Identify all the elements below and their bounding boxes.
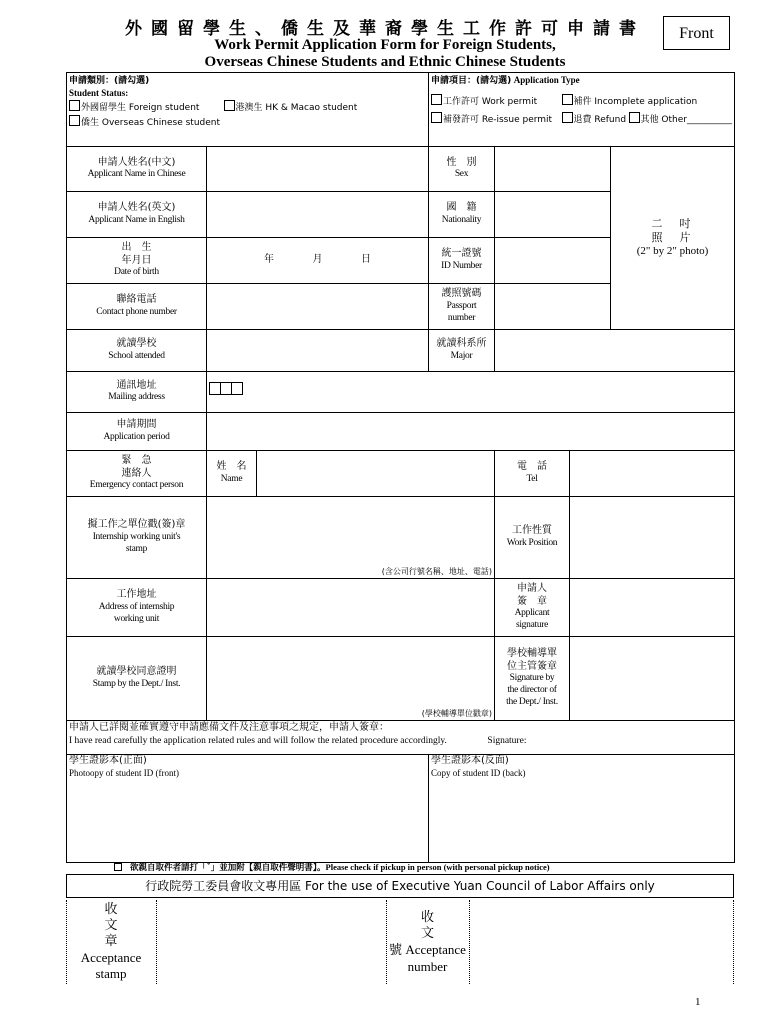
input-unit-address[interactable]: [207, 579, 495, 637]
label-director-signature: 學校輔導單 位主管簽章 Signature by the director of the Dept./ Inst.: [495, 637, 570, 721]
type-reissue-permit[interactable]: 補發許可 Re-issue permit: [431, 112, 559, 127]
input-sex[interactable]: [495, 147, 611, 192]
label-application-period: 申請期間 Application period: [67, 413, 207, 451]
photo-area[interactable]: 二 吋 照 片 (2" by 2" photo): [611, 147, 735, 330]
input-passport-number[interactable]: [495, 284, 611, 330]
input-director-signature[interactable]: [570, 637, 735, 721]
input-applicant-name-english[interactable]: [207, 192, 429, 238]
type-incomplete-application[interactable]: 補件 Incomplete application: [562, 96, 698, 107]
checkbox-icon[interactable]: [69, 115, 80, 126]
declaration-section[interactable]: [67, 721, 735, 755]
student-id-back-copy-area[interactable]: 學生證影本(反面) Copy of student ID (back): [429, 755, 735, 863]
label-id-number: 統一證號 ID Number: [429, 238, 495, 284]
input-applicant-signature[interactable]: [570, 579, 735, 637]
label-contact-name: 姓 名 Name: [207, 451, 257, 497]
postal-code-box[interactable]: [231, 382, 243, 395]
declaration-signature-label: Signature:: [487, 735, 527, 746]
label-unit-address: 工作地址 Address of internship working unit: [67, 579, 207, 637]
label-applicant-name-chinese: 申請人姓名(中文) Applicant Name in Chinese: [67, 147, 207, 192]
label-applicant-signature: 申請人 簽 章 Applicant signature: [495, 579, 570, 637]
type-refund[interactable]: 退費 Refund: [562, 114, 627, 125]
label-date-of-birth: 出 生 年月日 Date of birth: [67, 238, 207, 284]
label-nationality: 國 籍 Nationality: [429, 192, 495, 238]
label-contact-tel: 電 話 Tel: [495, 451, 570, 497]
input-major[interactable]: [495, 330, 735, 372]
label-sex: 性 別 Sex: [429, 147, 495, 192]
label-school-attended: 就讀學校 School attended: [67, 330, 207, 372]
checkbox-icon[interactable]: [629, 112, 640, 123]
checkbox-icon[interactable]: [114, 863, 122, 871]
input-mailing-address[interactable]: [207, 372, 735, 413]
label-passport-number: 護照號碼 Passport number: [429, 284, 495, 330]
student-status-heading-en: Student Status:: [69, 87, 129, 98]
label-applicant-name-english: 申請人姓名(英文) Applicant Name in English: [67, 192, 207, 238]
page-number: 1: [695, 996, 701, 1008]
input-school-consent[interactable]: [207, 637, 495, 721]
status-foreign-student[interactable]: 外國留學生 Foreign student: [69, 100, 221, 115]
form-title-english-line2: Overseas Chinese Students and Ethnic Chinese Students: [204, 54, 566, 70]
application-form-table: [66, 72, 735, 863]
student-status-heading-zh: 申請類別：(請勾選): [69, 76, 150, 86]
input-nationality[interactable]: [495, 192, 611, 238]
form-title-english-line1: Work Permit Application Form for Foreign Students,: [214, 37, 556, 53]
school-consent-note: (學校輔導單位戳章): [421, 708, 492, 718]
status-hk-macao-student[interactable]: 港澳生 HK & Macao student: [224, 102, 358, 113]
unit-stamp-note: (含公司行號名稱、地址、電話): [381, 566, 492, 576]
office-use-header: 行政院勞工委員會收文專用區 For the use of Executive Yuan Council of Labor Affairs only: [66, 874, 734, 898]
label-unit-stamp: 擬工作之單位戳(簽)章 Internship working unit's stamp: [67, 497, 207, 579]
application-type-section: [429, 73, 735, 147]
form-title-chinese: 外國留學生、僑生及華裔學生工作許可申請書: [125, 19, 645, 39]
checkbox-icon[interactable]: [224, 100, 235, 111]
application-type-heading-zh: 申請項目：(請勾選): [431, 76, 512, 86]
label-mailing-address: 通訊地址 Mailing address: [67, 372, 207, 413]
type-work-permit[interactable]: 工作許可 Work permit: [431, 94, 559, 109]
label-school-consent: 就讀學校同意證明 Stamp by the Dept./ Inst.: [67, 637, 207, 721]
input-date-of-birth[interactable]: 年 月 日: [207, 238, 429, 284]
checkbox-icon[interactable]: [431, 94, 442, 105]
acceptance-stamp-area[interactable]: [156, 900, 386, 984]
checkbox-icon[interactable]: [562, 112, 573, 123]
checkbox-icon[interactable]: [69, 100, 80, 111]
checkbox-icon[interactable]: [431, 112, 442, 123]
label-major: 就讀科系所 Major: [429, 330, 495, 372]
student-id-front-copy-area[interactable]: 學生證影本(正面) Photoopy of student ID (front): [67, 755, 429, 863]
declaration-text-zh: 申請人已詳閱並確實遵守申請應備文件及注意事項之規定，申請人簽章：: [69, 722, 389, 733]
acceptance-number-label: 收 文 號 Acceptance number: [389, 910, 466, 974]
checkbox-icon[interactable]: [562, 94, 573, 105]
acceptance-number-area[interactable]: [469, 900, 733, 984]
acceptance-stamp-label: 收 文 章 Acceptance stamp: [80, 902, 142, 981]
student-status-section: [67, 73, 429, 147]
type-other[interactable]: 其他 Other__________: [629, 114, 732, 125]
input-contact-phone[interactable]: [207, 284, 429, 330]
input-application-period[interactable]: [207, 413, 735, 451]
label-emergency-contact: 緊 急 連絡人 Emergency contact person: [67, 451, 207, 497]
input-contact-tel[interactable]: [570, 451, 735, 497]
input-id-number[interactable]: [495, 238, 611, 284]
application-type-heading-en: Application Type: [513, 75, 580, 85]
label-contact-phone: 聯絡電話 Contact phone number: [67, 284, 207, 330]
declaration-text-en: I have read carefully the application related rules and will follow the related procedure accordingly.: [69, 735, 447, 746]
label-work-position: 工作性質 Work Position: [495, 497, 570, 579]
input-applicant-name-chinese[interactable]: [207, 147, 429, 192]
input-unit-stamp[interactable]: [207, 497, 495, 579]
input-school-attended[interactable]: [207, 330, 429, 372]
front-side-label: Front: [663, 16, 730, 50]
pickup-note[interactable]: 欲親自取件者請打「ˇ」並加附【親自取件聲明書】。Please check if pickup in person (with personal pickup notice): [114, 861, 734, 873]
input-contact-name[interactable]: [257, 451, 495, 497]
input-work-position[interactable]: [570, 497, 735, 579]
status-overseas-chinese-student[interactable]: 僑生 Overseas Chinese student: [69, 117, 220, 128]
